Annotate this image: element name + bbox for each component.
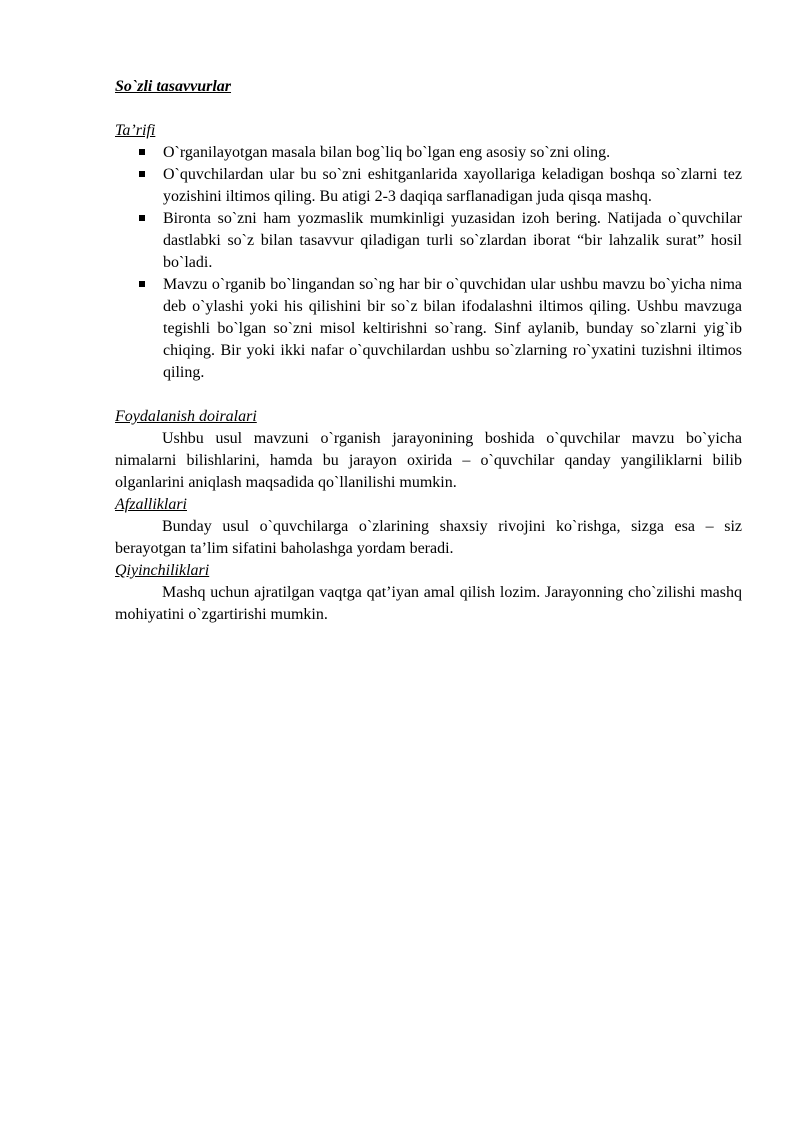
blank-line — [115, 98, 742, 120]
difficulties-heading: Qiyinchiliklari — [115, 562, 210, 579]
list-item — [115, 164, 742, 208]
definition-heading: Ta’rifi — [115, 122, 156, 139]
list-item — [115, 274, 742, 384]
document-title: So`zli tasavvurlar — [115, 78, 232, 95]
usage-paragraph: Ushbu usul mavzuni o`rganish jarayonining boshida o`quvchilar mavzu bo`yicha nimalarni bilishlarini, hamda bu jarayon oxirida – o`quvchilar qanday yangiliklarni bilib olganlarini aniqlash maqsadida qo`llanilishi mumkin. — [115, 430, 742, 491]
list-item-text: O`quvchilardan ular bu so`zni eshitganlarida xayollariga keladigan boshqa so`zlarni tez yozishini iltimos qiling. Bu atigi 2-3 daqiqa sarflanadigan juda qisqa mashq. — [163, 166, 742, 205]
square-bullet-icon — [139, 149, 145, 155]
advantages-paragraph: Bunday usul o`quvchilarga o`zlarining shaxsiy rivojini ko`rishga, sizga esa – siz berayotgan ta’lim sifatini baholashga yordam beradi. — [115, 518, 742, 557]
definition-list — [115, 142, 742, 384]
difficulties-paragraph: Mashq uchun ajratilgan vaqtga qat’iyan amal qilish lozim. Jarayonning cho`zilishi mashq mohiyatini o`zgartirishi mumkin. — [115, 584, 742, 623]
list-item-text: O`rganilayotgan masala bilan bog`liq bo`lgan eng asosiy so`zni oling. — [163, 144, 611, 161]
square-bullet-icon — [139, 171, 145, 177]
advantages-heading: Afzalliklari — [115, 496, 187, 513]
blank-line — [115, 384, 742, 406]
square-bullet-icon — [139, 281, 145, 287]
list-item-text: Mavzu o`rganib bo`lingandan so`ng har bir o`quvchidan ular ushbu mavzu bo`yicha nima deb o`ylashi yoki his qilishini bir so`z bilan ifodalashni iltimos qiling. Ushbu mavzuga tegishli bo`lgan so`zni misol keltirishni so`rang. Sinf aylanib, bunday so`zlarni yig`ib chiqing. Bir yoki ikki nafar o`quvchilardan ushbu so`zlarning ro`yxatini tuzishni iltimos qiling. — [163, 276, 742, 381]
square-bullet-icon — [139, 215, 145, 221]
usage-heading: Foydalanish doiralari — [115, 408, 257, 425]
document-page — [115, 76, 742, 626]
list-item — [115, 208, 742, 274]
list-item-text: Bironta so`zni ham yozmaslik mumkinligi yuzasidan izoh bering. Natijada o`quvchilar dastlabki so`z bilan tasavvur qiladigan turli so`zlardan iborat “bir lahzalik surat” hosil bo`ladi. — [163, 210, 742, 271]
list-item — [115, 142, 742, 164]
